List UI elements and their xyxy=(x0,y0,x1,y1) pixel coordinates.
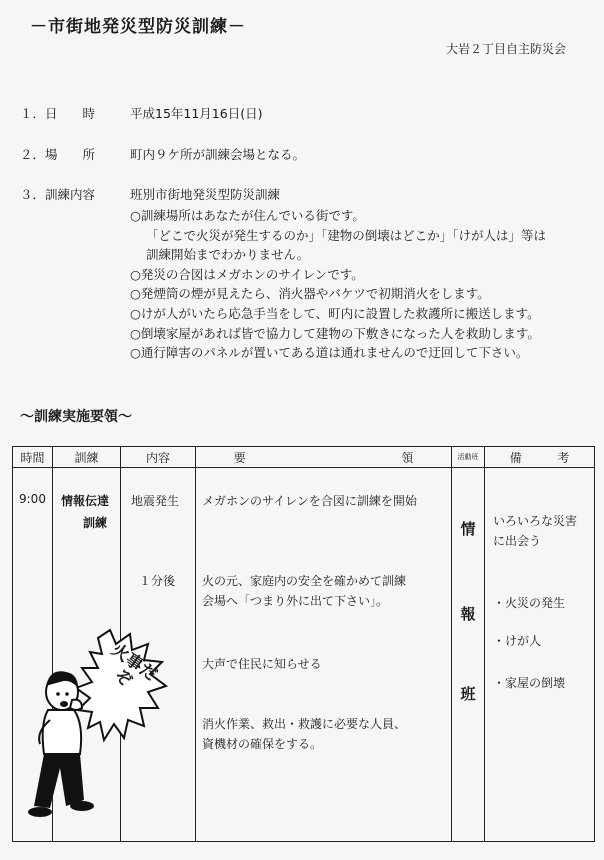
procedure-item: 大声で住民に知らせる xyxy=(202,657,322,671)
procedure-item: 会場へ「つまり外に出て下さい」。 xyxy=(202,594,389,608)
remarks-item: ・家屋の倒壊 xyxy=(493,676,566,690)
content-label: ３．訓練内容 xyxy=(20,187,96,202)
time-value: 9:00 xyxy=(19,492,46,506)
organizer-name: 大岩２丁目自主防災会 xyxy=(445,42,566,56)
place-label: ２．場 所 xyxy=(20,147,96,162)
table-header-row xyxy=(13,447,595,468)
header-drill: 訓練 xyxy=(53,447,121,468)
content-item: １分後 xyxy=(139,574,176,588)
schedule-heading: ～訓練実施要領～ xyxy=(20,409,132,425)
drill-line1: 情報伝達 xyxy=(61,494,110,508)
header-unit: 活動班 xyxy=(452,447,485,468)
note-item: ○発災の合図はメガホンのサイレンです。 xyxy=(130,266,364,282)
header-remarks xyxy=(485,447,595,468)
procedure-cell xyxy=(196,468,452,842)
procedure-item: 消火作業、救出・救護に必要な人員、 xyxy=(202,717,407,731)
note-item: ○発煙筒の煙が見えたら、消火器やバケツで初期消火をします。 xyxy=(130,286,490,302)
header-procedure-b: 領 xyxy=(401,450,414,465)
remarks-item: いろいろな災害 xyxy=(493,514,578,528)
remarks-item: ・けが人 xyxy=(493,634,542,648)
header-procedure xyxy=(196,447,452,468)
note-item: 「どこで火災が発生するのか」「建物の倒壊はどこか」「けが人は」等は xyxy=(146,227,547,243)
header-time: 時間 xyxy=(13,447,53,468)
unit-char: 報 xyxy=(460,605,476,623)
note-item: ○訓練場所はあなたが住んでいる街です。 xyxy=(130,208,365,223)
note-item: 訓練開始までわかりません。 xyxy=(146,247,310,263)
unit-char: 情 xyxy=(460,520,476,538)
remarks-item: ・火災の発生 xyxy=(493,596,566,610)
page-title: －市街地発災型防災訓練－ xyxy=(30,17,246,37)
date-label: １．日 時 xyxy=(20,106,96,121)
header-content: 内容 xyxy=(121,447,196,468)
note-item: ○倒壊家屋があれば皆で協力して建物の下敷きになった人を救助します。 xyxy=(130,325,540,341)
shouting-person-illustration xyxy=(20,628,190,828)
procedure-item: メガホンのサイレンを合図に訓練を開始 xyxy=(202,494,417,508)
place-value: 町内９ケ所が訓練会場となる。 xyxy=(130,147,306,162)
remarks-item: に出会う xyxy=(493,534,542,548)
speech-text: 火事だぞ xyxy=(107,639,161,692)
header-remarks-a: 備 xyxy=(509,450,522,465)
content-value: 班別市街地発災型防災訓練 xyxy=(130,187,281,202)
date-value: 平成15年11月16日(日) xyxy=(130,106,263,121)
procedure-item: 資機材の確保をする。 xyxy=(202,737,323,751)
note-item: ○けが人がいたら応急手当をして、町内に設置した救護所に搬送します。 xyxy=(130,305,540,321)
drill-line2: 訓練 xyxy=(83,516,108,530)
remarks-cell xyxy=(485,468,595,842)
unit-char: 班 xyxy=(460,685,476,703)
drill-notes xyxy=(130,206,546,363)
header-remarks-b: 考 xyxy=(557,450,570,465)
note-item: ○通行障害のパネルが置いてある道は通れませんので迂回して下さい。 xyxy=(130,345,529,361)
header-procedure-a: 要 xyxy=(233,450,246,465)
content-item: 地震発生 xyxy=(131,494,180,508)
unit-cell xyxy=(452,468,485,842)
procedure-item: 火の元、家庭内の安全を確かめて訓練 xyxy=(202,574,407,588)
